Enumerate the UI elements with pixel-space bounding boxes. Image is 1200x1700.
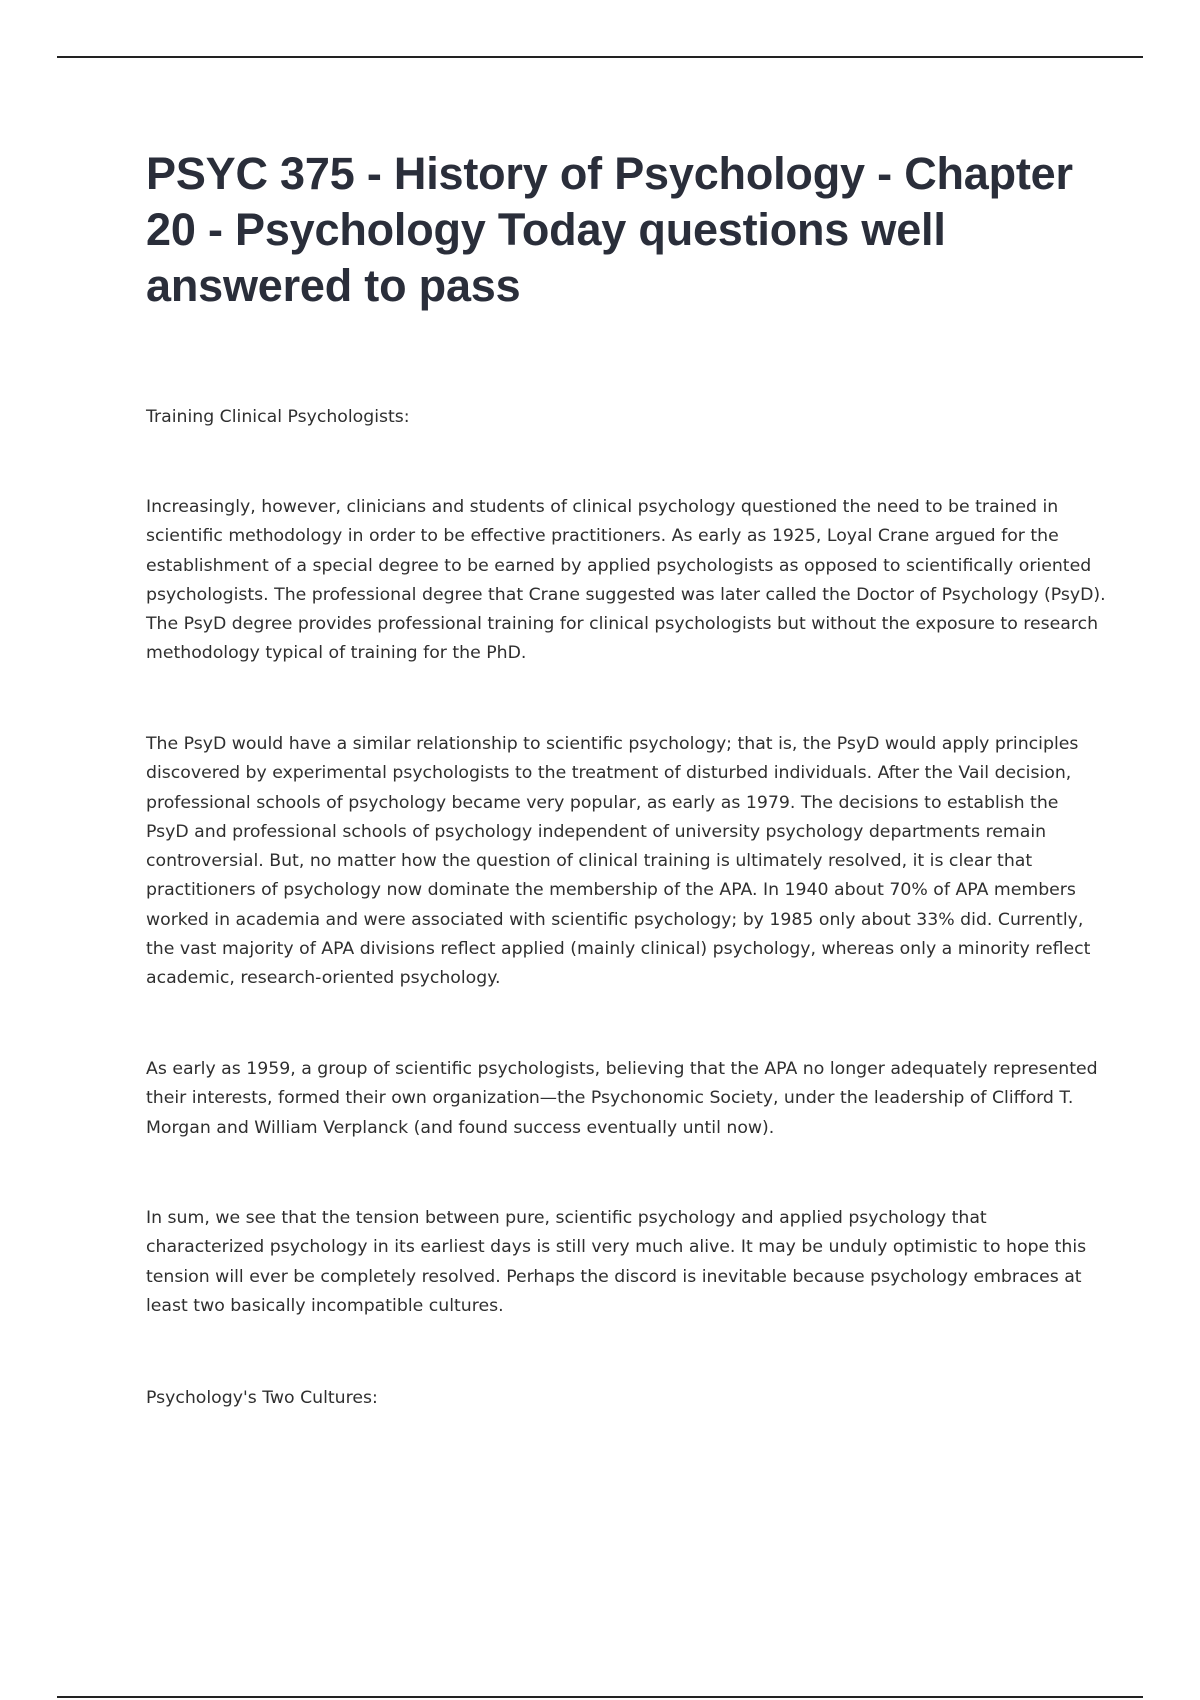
section-heading-training: Training Clinical Psychologists: (146, 407, 410, 427)
section-heading-two-cultures: Psychology's Two Cultures: (146, 1388, 378, 1408)
document-title: PSYC 375 - History of Psychology - Chapter 20 - Psychology Today questions well answered to pass (146, 148, 1073, 311)
paragraph-3: As early as 1959, a group of scientific psychologists, believing that the APA no longer adequately represented their interests, formed their own organization—the Psychonomic Society, under the leadership of Clifford T. Morgan and William Verplanck (and found success eventually until now). (146, 1059, 1098, 1138)
paragraph-2: The PsyD would have a similar relationship to scientific psychology; that is, the PsyD would apply principles discovered by experimental psychologists to the treatment of disturbed individuals. After the Vail decision, professional schools of psychology became very popular, as early as 1979. The decisions to establish the PsyD and professional schools of psychology independent of university psychology departments remain controversial. But, no matter how the question of clinical training is ultimately resolved, it is clear that practitioners of psychology now dominate the membership of the APA. In 1940 about 70% of APA members worked in academia and were associated with scientific psychology; by 1985 only about 33% did. Currently, the vast majority of APA divisions reflect applied (mainly clinical) psychology, whereas only a minority reflect academic, research-oriented psychology. (146, 734, 1091, 989)
paragraph-4: In sum, we see that the tension between pure, scientific psychology and applied psychology that characterized psychology in its earliest days is still very much alive. It may be unduly optimistic to hope this tension will ever be completely resolved. Perhaps the discord is inevitable because psychology embraces at least two basically incompatible cultures. (146, 1208, 1087, 1316)
paragraph-1: Increasingly, however, clinicians and students of clinical psychology questioned the need to be trained in scientific methodology in order to be effective practitioners. As early as 1925, Loyal Crane argued for the establishment of a special degree to be earned by applied psychologists as opposed to scientifically oriented psychologists. The professional degree that Crane suggested was later called the Doctor of Psychology (PsyD). The PsyD degree provides professional training for clinical psychologists but without the exposure to research methodology typical of training for the PhD. (146, 497, 1106, 664)
top-rule (57, 56, 1143, 58)
bottom-rule (57, 1696, 1143, 1698)
